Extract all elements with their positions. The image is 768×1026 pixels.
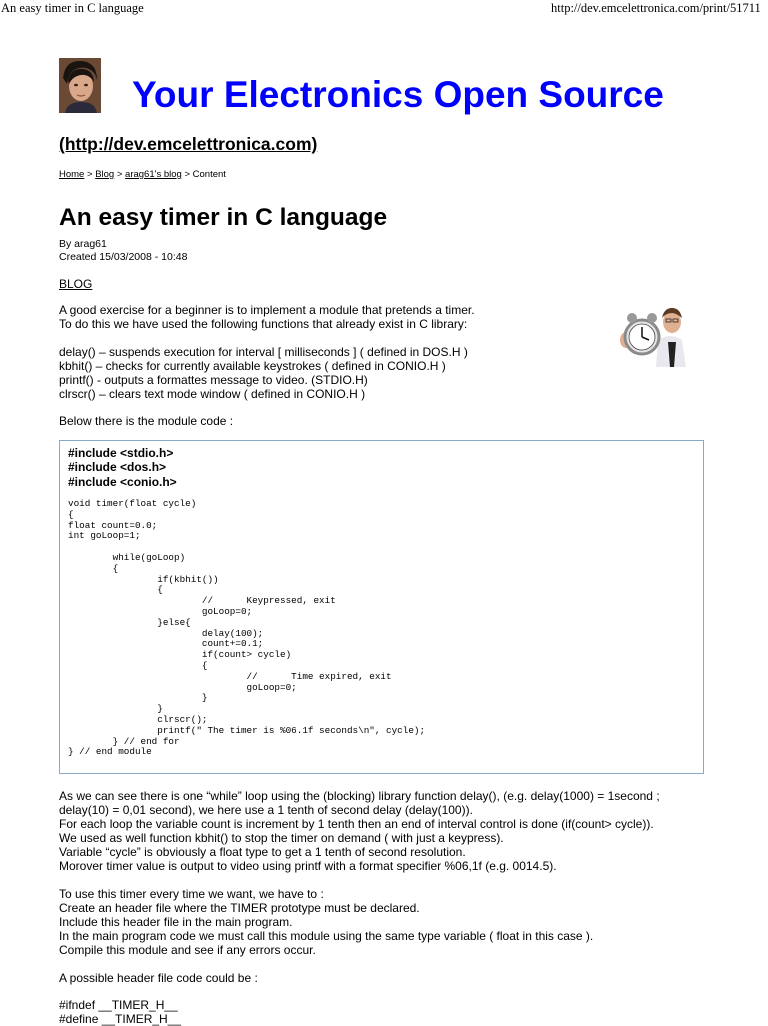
- usage-line: To use this timer every time we want, we have to :: [59, 887, 324, 901]
- breadcrumb-current: Content: [192, 169, 226, 180]
- function-item: delay() – suspends execution for interval [ milliseconds ] ( defined in DOS.H ): [59, 345, 468, 359]
- explanation-line: delay(10) = 0,01 second), we here use a 1 tenth of second delay (delay(100)).: [59, 803, 473, 817]
- function-item: clrscr() – clears text mode window ( defined in CONIO.H ): [59, 387, 366, 401]
- article-created: Created 15/03/2008 - 10:48: [59, 251, 188, 263]
- usage-line: Compile this module and see if any errors occur.: [59, 943, 316, 957]
- intro-line: To do this we have used the following functions that already exist in C library:: [59, 317, 468, 331]
- breadcrumb-blog-link[interactable]: Blog: [95, 169, 115, 180]
- explanation-line: As we can see there is one “while” loop using the (blocking) library function delay(), (e.g. delay(1000) = 1second ;: [59, 789, 660, 803]
- print-page-url: http://dev.emcelettronica.com/print/51711: [551, 1, 761, 15]
- alarm-clock-icon: [612, 300, 708, 367]
- site-url-link[interactable]: (http://dev.emcelettronica.com): [59, 134, 318, 154]
- breadcrumb-separator: >: [184, 169, 190, 180]
- functions-list: [59, 345, 468, 401]
- header-file-intro: A possible header file code could be :: [59, 971, 258, 985]
- breadcrumb: [59, 169, 226, 181]
- code-includes: [68, 446, 177, 489]
- include-line: #include <conio.h>: [68, 474, 177, 489]
- print-page-title: An easy timer in C language: [1, 1, 144, 15]
- code-block: [59, 440, 704, 774]
- include-line: #include <stdio.h>: [68, 446, 174, 460]
- category-link[interactable]: BLOG: [59, 277, 93, 291]
- print-header: [0, 0, 768, 16]
- article-meta: [59, 238, 187, 264]
- usage-line: In the main program code we must call this module using the same type variable ( float in this case ).: [59, 929, 594, 943]
- breadcrumb-user-blog-link[interactable]: arag61's blog: [125, 169, 182, 180]
- explanation-paragraph: [59, 789, 660, 873]
- page-title: An easy timer in C language: [59, 204, 388, 231]
- breadcrumb-separator: >: [116, 169, 123, 180]
- function-item: printf() - outputs a formattes message to video. (STDIO.H): [59, 373, 368, 387]
- explanation-line: We used as well function kbhit() to stop the timer on demand ( with just a keypress).: [59, 831, 504, 845]
- breadcrumb-separator: >: [86, 169, 93, 180]
- breadcrumb-home-link[interactable]: Home: [59, 169, 85, 180]
- explanation-line: Variable “cycle” is obviously a float type to get a 1 tenth of second resolution.: [59, 845, 466, 859]
- include-line: #include <dos.h>: [68, 460, 167, 475]
- usage-paragraph: [59, 887, 593, 957]
- explanation-line: For each loop the variable count is increment by 1 tenth then an end of interval control is done (if(count> cycle)).: [59, 817, 654, 831]
- site-title: Your Electronics Open Source: [132, 74, 664, 115]
- header-file-code: [59, 998, 181, 1026]
- code-body: void timer(float cycle) { float count=0.0; int goLoop=1; while(goLoop) { if(kbhit()) { // Keypressed, exit goLoop=0; }else{ delay(100); count+=0.1; if(count> cycle) { // Time expired, exit goLoop=0; } } clrscr(); printf(" The timer is %06.1f seconds\n", cycle); } // end for } // end module: [68, 498, 426, 758]
- avatar-portrait-icon: [59, 58, 101, 113]
- intro-line: A good exercise for a beginner is to implement a module that pretends a timer.: [59, 303, 475, 317]
- timer-man-image: [612, 300, 708, 367]
- function-item: kbhit() – checks for currently available keystrokes ( defined in CONIO.H ): [59, 359, 446, 373]
- explanation-line: Morover timer value is output to video using printf with a format specifier %06,1f (e.g. 0014.5).: [59, 859, 557, 873]
- avatar: [59, 58, 101, 113]
- article-author: By arag61: [59, 238, 107, 250]
- usage-line: Include this header file in the main program.: [59, 915, 293, 929]
- header-code-line: #define __TIMER_H__: [59, 1012, 182, 1026]
- code-intro: Below there is the module code :: [59, 414, 234, 428]
- usage-line: Create an header file where the TIMER prototype must be declared.: [59, 901, 420, 915]
- header-code-line: #ifndef __TIMER_H__: [59, 998, 178, 1012]
- intro-paragraph: [59, 303, 475, 331]
